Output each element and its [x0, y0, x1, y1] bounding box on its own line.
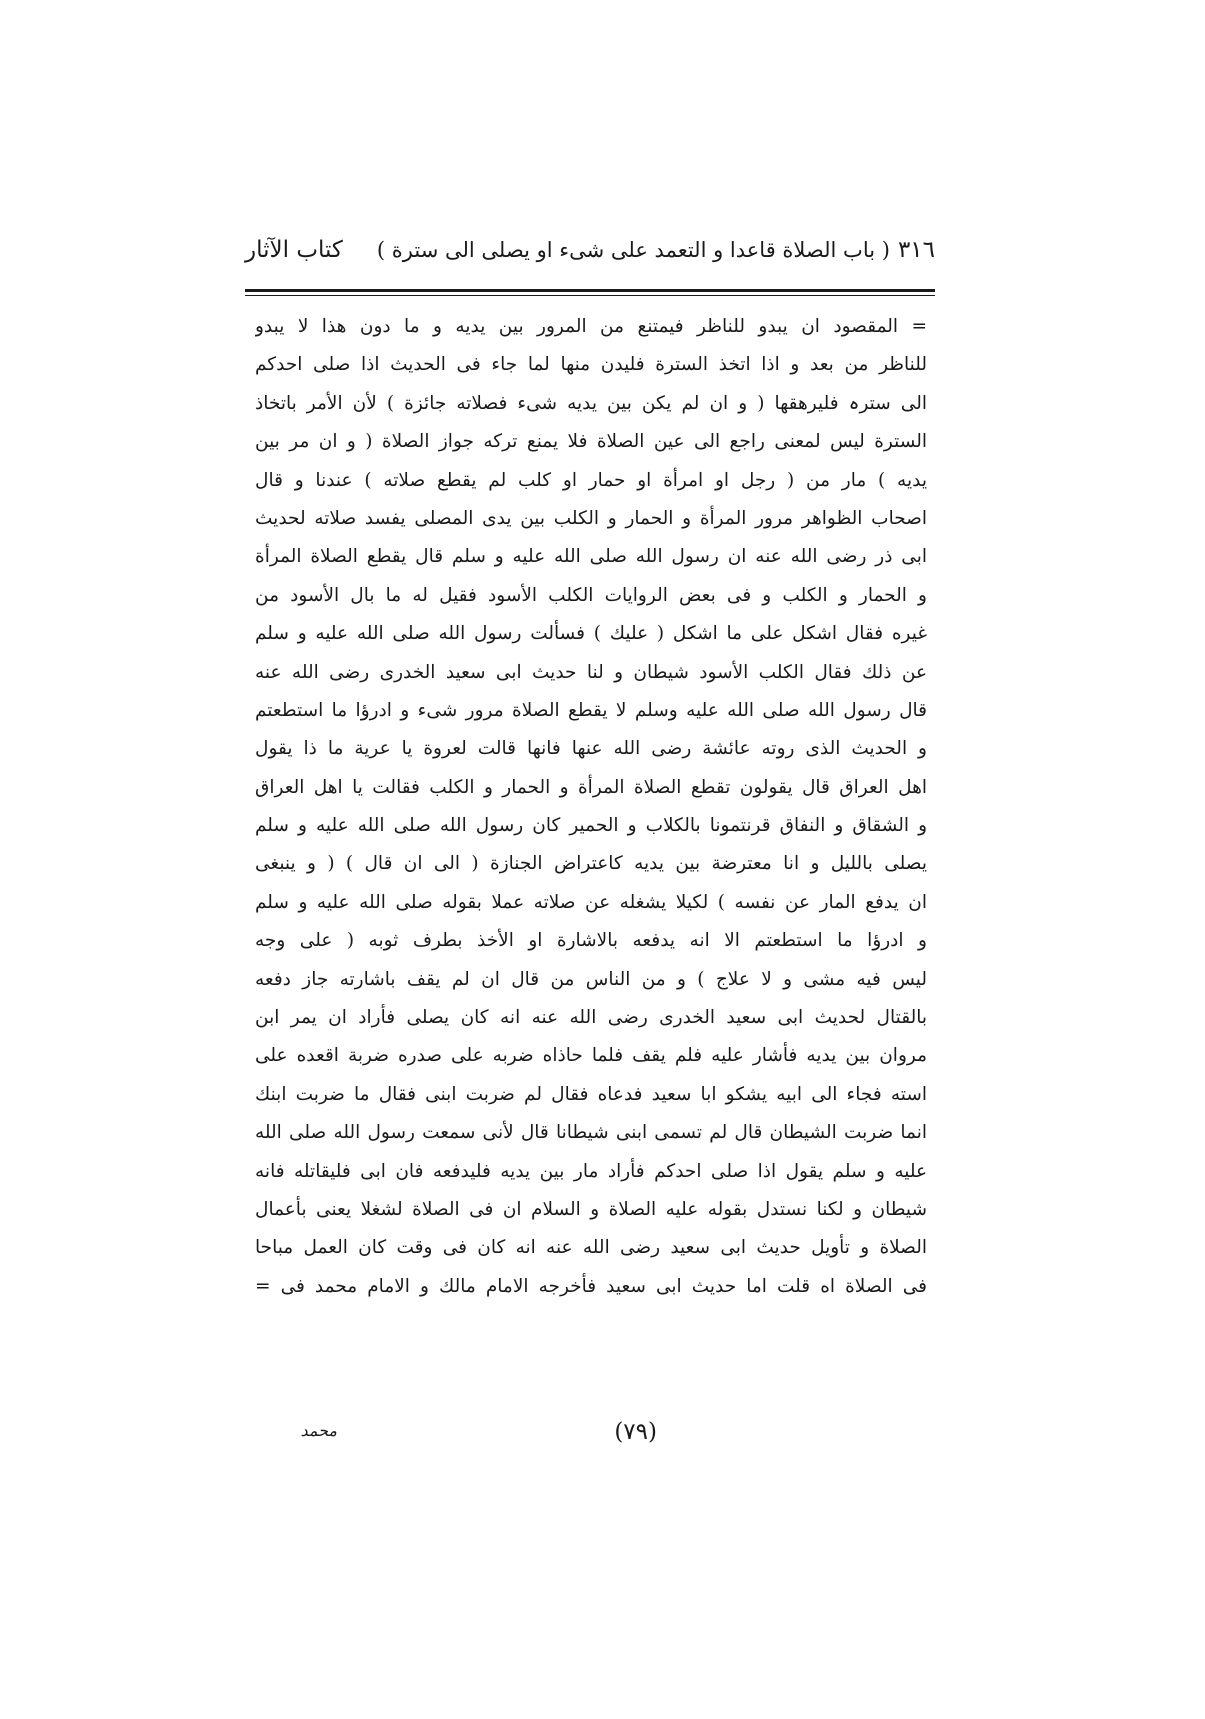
- page-number: ٣١٦: [897, 237, 935, 263]
- text-line: ابی ذر رضی الله عنه ان رسول الله صلی الله علیه و سلم قال یقطع الصلاة المرأة: [255, 546, 927, 568]
- text-line: اهل العراق قال یقولون تقطع الصلاة المرأة و الحمار و الکلب فقالت یا اهل العراق: [255, 776, 927, 798]
- text-line: استه فجاء الی ابیه یشکو ابا سعید فدعاه فقال لم ضربت ابنی فقال ما ضربت ابنك: [255, 1083, 927, 1105]
- book-title: کتاب الآثار: [245, 237, 343, 263]
- text-line: لیس فیه مشی و لا علاج ) و من الناس من قال ان لم یقف باشارته جاز دفعه: [255, 968, 927, 990]
- text-line: یدیه ) مار من ( رجل او امرأة او حمار او کلب لم یقطع صلاته ) عندنا و قال: [255, 469, 927, 491]
- text-line: یصلی باللیل و انا معترضة بین یدیه کاعتراض الجنازة ( الی ان قال ) ( و ینبغی: [255, 853, 927, 875]
- text-line: فی الصلاة اه قلت اما حدیث ابی سعید فأخرجه الامام مالك و الامام محمد فی =: [255, 1275, 927, 1297]
- chapter-title: ( باب الصلاة قاعدا و التعمد على شیء او یصلی الی سترة ): [376, 238, 890, 262]
- text-line: قال رسول الله صلی الله علیه وسلم لا یقطع الصلاة مرور شیء و ادرؤا ما استطعتم: [255, 699, 927, 721]
- text-line: علیه و سلم یقول اذا صلی احدکم فأراد مار بین یدیه فلیدفعه فان ابی فلیقاتله فانه: [255, 1160, 927, 1182]
- text-line: غیره فقال اشکل علی ما اشکل ( علیك ) فسألت رسول الله صلی الله علیه و سلم: [255, 623, 927, 645]
- text-line: ان یدفع المار عن نفسه ) لکیلا یشغله عن صلاته عملا بقوله صلی الله علیه و سلم: [255, 891, 927, 913]
- text-line: الی سترہ فلیرهقها ( و ان لم یکن بین یدیه شیء فصلاته جائزة ) لأن الأمر باتخاذ: [255, 392, 927, 414]
- body-text: [255, 308, 927, 1306]
- text-line: و الشقاق و النفاق قرنتمونا بالکلاب و الحمیر کان رسول الله صلی الله علیه و سلم: [255, 815, 927, 837]
- header-rule-thin: [245, 295, 935, 296]
- text-line: بالقتال لحدیث ابی سعید الخدری رضی الله عنه انه کان یصلی فأراد ان یمر ابن: [255, 1007, 927, 1029]
- text-line: السترة لیس لمعنی راجع الی عین الصلاة فلا یمنع ترکه جواز الصلاة ( و ان مر بین: [255, 431, 927, 453]
- text-line: عن ذلك فقال الکلب الأسود شیطان و لنا حدیث ابی سعید الخدری رضی الله عنه: [255, 661, 927, 683]
- running-header: [245, 237, 935, 277]
- sheet-number: (٧٩): [614, 1419, 657, 1445]
- page-footer: [255, 1412, 927, 1452]
- text-line: و ادرؤا ما استطعتم الا انه یدفعه بالاشارة او الأخذ بطرف ثوبه ( علی وجه: [255, 930, 927, 952]
- text-line: و الحدیث الذی روته عائشة رضی الله عنها فانها قالت لعروة یا عریة ما ذا یقول: [255, 738, 927, 760]
- text-line: و الحمار و الکلب و فی بعض الروایات الکلب الأسود فقیل له ما بال الأسود من: [255, 584, 927, 606]
- text-line: اصحاب الظواهر مرور المرأة و الحمار و الکلب بین یدی المصلی یفسد صلاته لحدیث: [255, 507, 927, 529]
- text-line: الصلاة و تأویل حدیث ابی سعید رضی الله عنه انه کان فی وقت کان العمل مباحا: [255, 1237, 927, 1259]
- text-line: انما ضربت الشیطان قال لم تسمی ابنی شیطانا قال لأنی سمعت رسول الله صلی الله: [255, 1122, 927, 1144]
- text-line: شیطان و لکنا نستدل بقوله علیه الصلاة و السلام ان فی الصلاة لشغلا یعنی بأعمال: [255, 1198, 927, 1220]
- text-line: للناظر من بعد و اذا اتخذ السترة فلیدن منها لما جاء فی الحدیث اذا صلی احدکم: [255, 354, 927, 376]
- text-line: مروان بین یدیه فأشار علیه فلم یقف فلما حاذاه ضربه علی صدره ضربة اقعده علی: [255, 1045, 927, 1067]
- header-rule-thick: [245, 289, 935, 292]
- printer-signature: محمد: [300, 1421, 337, 1440]
- text-line: = المقصود ان یبدو للناظر فیمتنع من المرور بین یدیه و ما دون هذا لا یبدو: [255, 316, 927, 337]
